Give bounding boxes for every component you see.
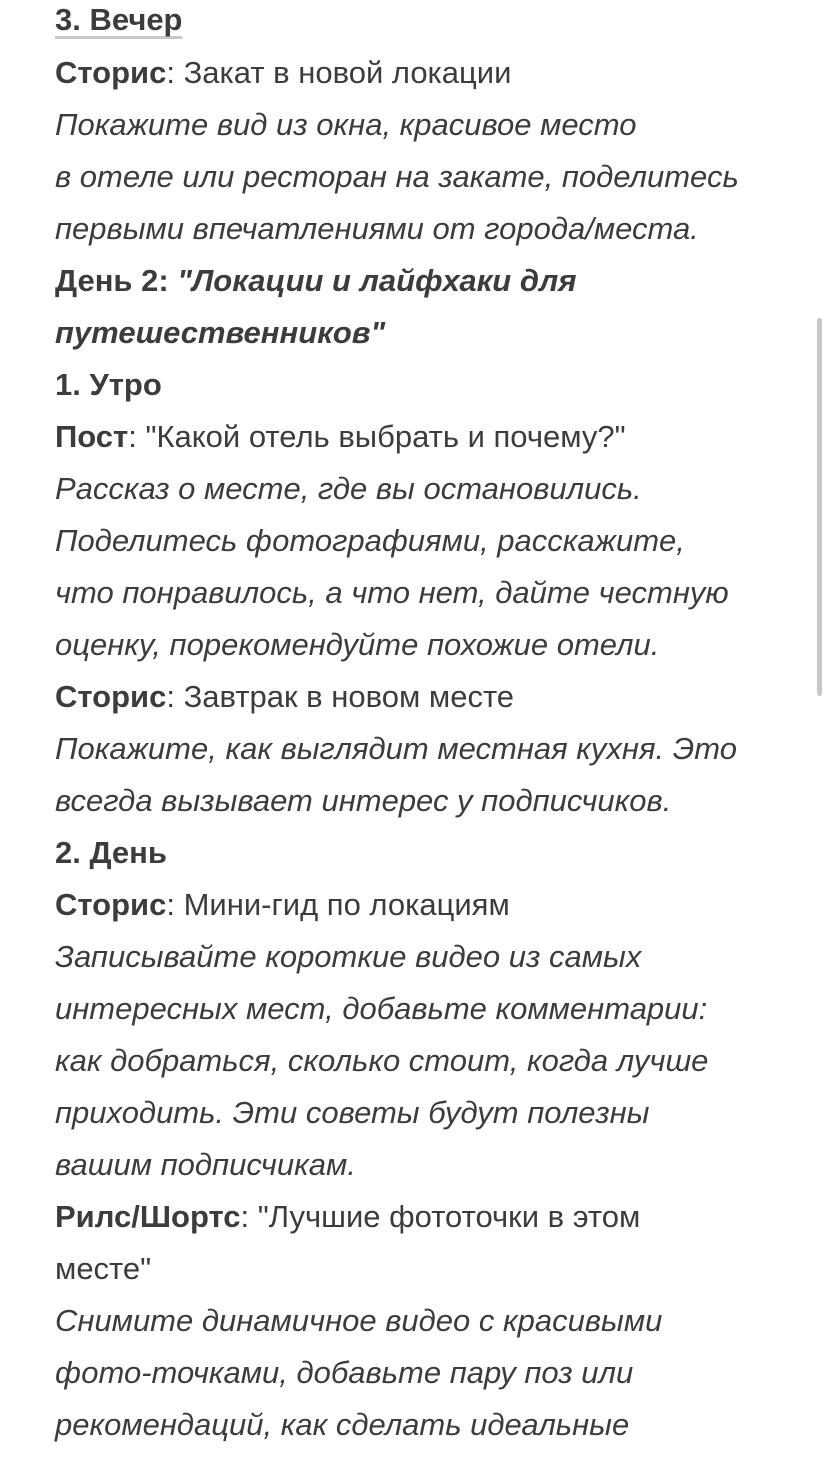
story-label: Сторис (55, 55, 167, 90)
description-line: всегда вызывает интерес у подписчиков. (55, 783, 672, 818)
description-line: интересных мест, добавьте комментарии: (55, 991, 708, 1026)
description-line: Покажите вид из окна, красивое место (55, 107, 637, 142)
post-line-hotel (55, 416, 795, 468)
post-text: : "Какой отель выбрать и почему?" (128, 419, 626, 454)
description-line: первыми впечатлениями от города/места. (55, 211, 699, 246)
story-text: : Завтрак в новом месте (166, 679, 515, 714)
day2-label: День 2: (55, 263, 178, 298)
section-heading-morning: 1. Утро (55, 367, 162, 402)
section-heading-day: 2. День (55, 835, 167, 870)
description-line: что понравилось, а что нет, дайте честную (55, 575, 729, 610)
description-line: вашим подписчикам. (55, 1147, 356, 1182)
description-line: оценку, порекомендуйте похожие отели. (55, 627, 660, 662)
reels-label: Рилс/Шортс (55, 1199, 241, 1234)
document-body (55, 0, 795, 1456)
section-heading-evening: 3. Вечер (55, 2, 183, 37)
description-line: Покажите, как выглядит местная кухня. Это (55, 731, 737, 766)
description-line: Рассказ о месте, где вы остановились. (55, 471, 642, 506)
description-line: Записывайте короткие видео из самых (55, 939, 642, 974)
day2-heading (55, 260, 795, 312)
day2-title-continued: путешественников" (55, 315, 386, 350)
vertical-scrollbar[interactable] (817, 318, 822, 696)
description-line: фото-точками, добавьте пару поз или (55, 1355, 634, 1390)
reels-line (55, 1196, 795, 1248)
description-line: в отеле или ресторан на закате, поделитесь (55, 159, 739, 194)
story-text: : Закат в новой локации (166, 55, 512, 90)
story-text: : Мини-гид по локациям (166, 887, 510, 922)
description-line: как добраться, сколько стоит, когда лучше (55, 1043, 709, 1078)
post-label: Пост (55, 419, 129, 454)
description-line: рекомендаций, как сделать идеальные (55, 1407, 630, 1442)
description-line: Снимите динамичное видео с красивыми (55, 1303, 663, 1338)
story-line-guide (55, 884, 795, 936)
day2-title: "Локации и лайфхаки для (177, 263, 577, 298)
reels-text-continued: месте" (55, 1251, 152, 1286)
story-label: Сторис (55, 887, 167, 922)
story-label: Сторис (55, 679, 167, 714)
story-line-sunset (55, 52, 795, 104)
description-line: приходить. Эти советы будут полезны (55, 1095, 650, 1130)
reels-text: : "Лучшие фототочки в этом (240, 1199, 641, 1234)
description-line: Поделитесь фотографиями, расскажите, (55, 523, 685, 558)
story-line-breakfast (55, 676, 795, 728)
